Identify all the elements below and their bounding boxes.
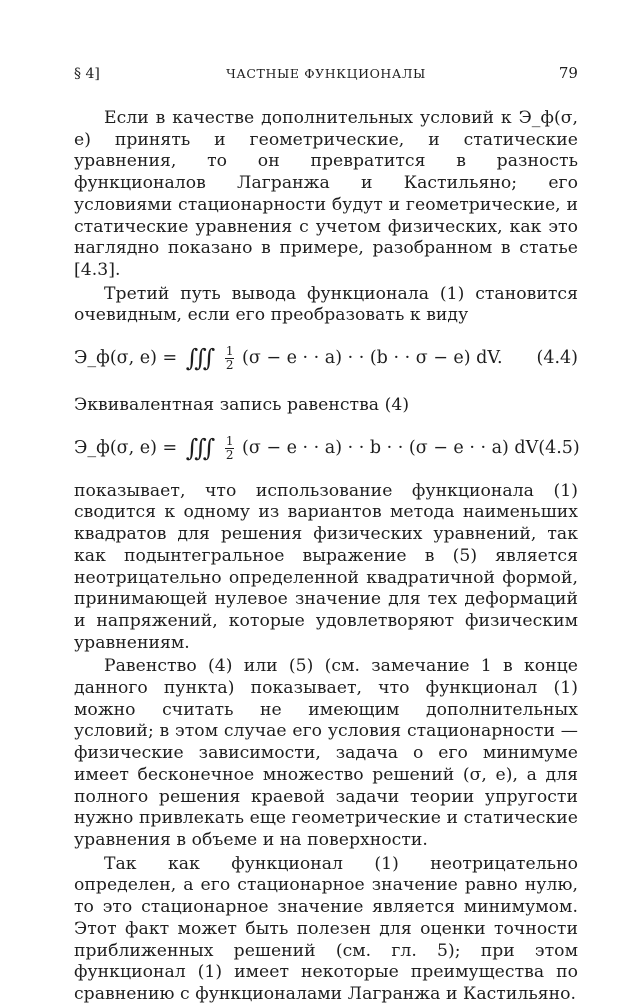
equation-4-5 (74, 421, 578, 475)
triple-integral-symbol: ∫∫∫ (185, 344, 212, 373)
running-title: ЧАСТНЫЕ ФУНКЦИОНАЛЫ (226, 66, 426, 81)
fraction-one-half (225, 345, 235, 372)
fraction-one-half (225, 435, 235, 462)
fraction-denominator: 2 (225, 358, 234, 373)
page-header (74, 64, 578, 82)
paragraph-5: Равенство (4) или (5) (см. замечание 1 в конце данного пункта) показывает, что функционал (1) можно считать не имеющим дополнительных условий; в этом случае его условия стационарности — физические зависимости, задача о его минимуме имеет бесконечное множество решений (σ, e), а для полного решения краевой задачи теории упругости нужно привлекать еще геометрические и статические уравнения в объеме и на поверхности. (74, 656, 578, 850)
page-number: 79 (558, 64, 578, 82)
equation-4-4-number: (4.4) (536, 348, 578, 369)
paragraph-2: Третий путь вывода функционала (1) становится очевидным, если его преобразовать к виду (74, 283, 578, 326)
paragraph-3: Эквивалентная запись равенства (4) (74, 395, 410, 416)
paragraph-4: показывает, что использование функционала (1) сводится к одному из вариантов метода наименьших квадратов для решения физических уравнений, так как подынтегральное выражение в (5) является неотрицательно определенной квадратичной формой, принимающей нулевое значение для тех деформаций и напряжений, которые удовлетворяют физическим уравнениям. (74, 480, 578, 653)
equation-4-5-body (74, 434, 538, 462)
triple-integral-symbol: ∫∫∫ (185, 433, 212, 462)
equation-4-5-rhs: (σ − e · · a) · · b · · (σ − e · · a) dV (242, 437, 539, 458)
equation-4-4-rhs: (σ − e · · a) · · (b · · σ − e) dV. (242, 348, 503, 369)
equation-4-4-body (74, 344, 503, 372)
equation-4-5-lhs: Э_ф(σ, e) = (74, 437, 178, 458)
equation-4-4-lhs: Э_ф(σ, e) = (74, 348, 178, 369)
paragraph-1: Если в качестве дополнительных условий к Э_ф(σ, e) принять и геометрические, и статические уравнения, то он превратится в разность функционалов Лагранжа и Кастильяно; его условиями стационарности будут и геометрические, и статические уравнения с учетом физических, как это наглядно показано в примере, разобранном в статье [4.3]. (74, 108, 578, 280)
fraction-numerator: 1 (225, 433, 234, 448)
section-mark: § 4] (74, 66, 100, 82)
paragraph-6: Так как функционал (1) неотрицательно определен, а его стационарное значение равно нулю, то это стационарное значение является минимумом. Этот факт может быть полезен для оценки точности приближенных решений (см. гл. 5); при этом функционал (1) имеет некоторые преимущества по сравнению с функционалами Лагранжа и Кастильяно. (74, 853, 578, 1004)
equation-4-5-number: (4.5) (538, 437, 580, 458)
book-page (74, 64, 578, 1006)
equation-4-4 (74, 331, 578, 385)
fraction-numerator: 1 (225, 344, 234, 359)
fraction-denominator: 2 (225, 447, 234, 462)
